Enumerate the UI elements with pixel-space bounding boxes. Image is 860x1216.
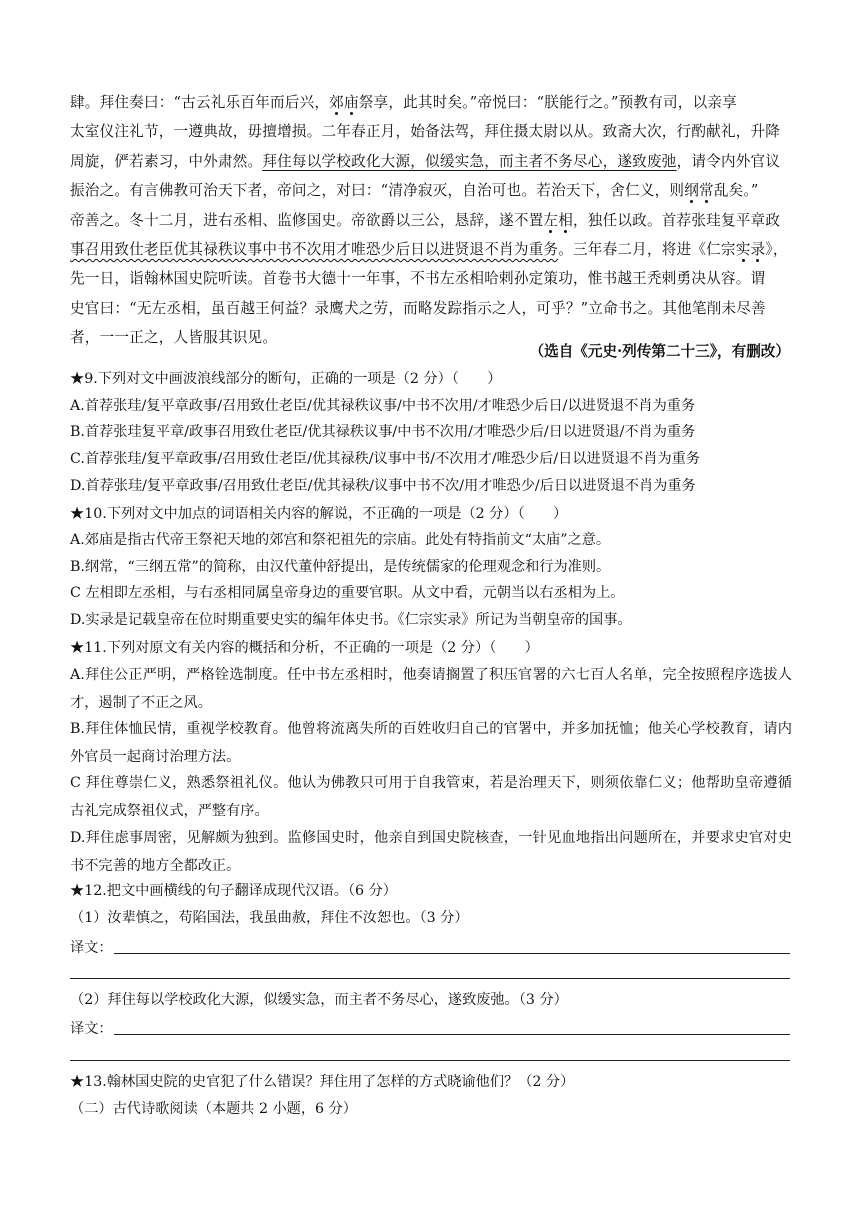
emphasis-char: 相 bbox=[558, 211, 573, 229]
text: ，独任以政。首荐张珪复平章政 bbox=[573, 211, 781, 229]
q10-option-b: B.纲常，“三纲五常”的简称，由汉代董仲舒提出，是传统儒家的伦理观念和行为准则。 bbox=[70, 559, 611, 575]
dotted-word-gangchang bbox=[684, 182, 714, 199]
text: 乱矣。” bbox=[713, 182, 759, 200]
text: ，请令内外官议 bbox=[676, 152, 781, 170]
wavy-underlined-sentence: 事召用致仕老臣优其禄秩议事中书不次用才唯恐少后日以进贤退不肖为重务 bbox=[70, 241, 559, 259]
text: 振治之。有言佛教可治天下者，帝问之，对曰：“清净寂灭，自治可也。若治天下，舍仁义，则 bbox=[70, 182, 685, 200]
text: 肆。拜住奏曰：“古云礼乐百年而后兴， bbox=[70, 94, 330, 111]
q12-sentence-2: （2）拜住每以学校政化大源，似缓实急，而主者不务尽心，遂致废弛。（3 分） bbox=[70, 992, 568, 1008]
q9-option-a: A.首荐张珪/复平章政事/召用致仕老臣/优其禄秩议事/中书不次用/才唯恐少后日/以进贤退不肖为重务 bbox=[70, 398, 696, 414]
text: 帝善之。冬十二月，进右丞相、监修国史。帝欲爵以三公，恳辞，遂不置 bbox=[70, 211, 544, 229]
emphasis-char: 实 bbox=[735, 241, 751, 259]
q11-option-d: D.拜住虑事周密，见解颇为独到。监修国史时，他亲自到国史院核查，一针见血地指出问题所在，并要求史官对史书不完善的地方全都改正。 bbox=[70, 830, 792, 874]
q11-option-b: B.拜住体恤民情，重视学校教育。他曾将流离失所的百姓收归自己的官署中，并多加抚恤；他关心学校教育，请内外官员一起商讨治理方法。 bbox=[70, 721, 792, 765]
q10-option-a: A.郊庙是指古代帝王祭祀天地的郊宫和祭祀祖先的宗庙。此处有特指前文“太庙”之意。 bbox=[70, 532, 611, 548]
answer-line[interactable] bbox=[70, 1060, 790, 1061]
q12-sentence-1: （1）汝辈慎之，苟陷国法，我虽曲赦，拜住不汝恕也。（3 分） bbox=[70, 910, 469, 926]
passage-line-1 bbox=[70, 88, 792, 117]
answer-line[interactable] bbox=[114, 1034, 790, 1035]
passage-line-6 bbox=[70, 235, 792, 264]
underlined-sentence: 拜住每以学校政化大源，似缓实急，而主者不务尽心，遂致废弛 bbox=[262, 152, 677, 170]
passage-line-4 bbox=[70, 176, 792, 205]
translation-label-2: 译文： bbox=[70, 1021, 113, 1037]
passage-line-3 bbox=[70, 147, 792, 176]
answer-line[interactable] bbox=[114, 953, 790, 954]
dotted-word-jiaomiao bbox=[329, 94, 359, 111]
passage-line-8: 史官曰：“无左丞相，虽百越王何益？录鹰犬之劳，而略发踪指示之人，可乎？”立命书之。其他笔削未尽善 bbox=[70, 299, 766, 317]
q10-option-d: D.实录是记载皇帝在位时期重要史实的编年体史书。《仁宗实录》所记为当朝皇帝的国事。 bbox=[70, 612, 632, 628]
text: 周旋，俨若素习，中外肃然。 bbox=[70, 152, 263, 170]
emphasis-char: 郊 bbox=[329, 94, 344, 111]
q9-option-d: D.首荐张珪/复平章政事/召用致仕老臣/优其禄秩/议事中书不次/用才唯恐少/后日以进贤退不肖为重务 bbox=[70, 478, 696, 494]
text: 。三年春二月，将进《仁宗 bbox=[558, 241, 736, 259]
passage bbox=[70, 88, 792, 353]
q13-stem: ★13.翰林国史院的史官犯了什么错误？拜住用了怎样的方式晓谕他们？（2 分） bbox=[70, 1074, 575, 1090]
q11-option-c: C 拜住尊崇仁义，熟悉祭祖礼仪。他认为佛教只可用于自我管束，若是治理天下，则须依靠仁义；他帮助皇帝遵循古礼完成祭祖仪式，严整有序。 bbox=[70, 775, 792, 819]
q10-option-c: C 左相即左丞相，与右丞相同属皇帝身边的重要官职。从文中看，元朝当以右丞相为上。 bbox=[70, 585, 625, 601]
q9-stem: ★9.下列对文中画波浪线部分的断句，正确的一项是（2 分）（ ） bbox=[70, 371, 502, 387]
q9-option-c: C.首荐张珪/复平章政事/召用致仕老臣/优其禄秩/议事中书/不次用才/唯恐少后/日以进贤退不肖为重务 bbox=[70, 451, 701, 467]
emphasis-char: 庙 bbox=[343, 94, 359, 111]
source-citation: （选自《元史·列传第二十三》，有删改） bbox=[529, 343, 790, 360]
passage-line-9: 者，一一正之，人皆服其识见。 bbox=[70, 329, 278, 347]
answer-line[interactable] bbox=[70, 978, 790, 979]
q11-stem: ★11.下列对原文有关内容的概括和分析，不正确的一项是（2 分）（ ） bbox=[70, 640, 539, 656]
q11-option-a: A.拜住公正严明，严格铨选制度。任中书左丞相时，他奏请搁置了积压官署的六七百人名单，完全按照程序选拔人才，遏制了不正之风。 bbox=[70, 667, 792, 711]
translation-label-1: 译文： bbox=[70, 940, 113, 956]
q12-stem: ★12.把文中画横线的句子翻译成现代汉语。（6 分） bbox=[70, 883, 397, 899]
emphasis-char: 纲 bbox=[684, 182, 700, 200]
dotted-word-shilu bbox=[736, 241, 766, 258]
emphasis-char: 左 bbox=[543, 211, 559, 229]
emphasis-char: 常 bbox=[699, 182, 714, 200]
text: 》， bbox=[765, 241, 788, 259]
text: 祭享，此其时矣。”帝悦曰：“朕能行之。”预教有司，以亲享 bbox=[358, 94, 737, 111]
dotted-word-zuoxiang bbox=[543, 212, 573, 229]
passage-line-5 bbox=[70, 206, 792, 235]
passage-line-7: 先一日，诣翰林国史院听读。首卷书大德十一年事，不书左丞相哈剌孙定策功，惟书越王秃剌勇决从容。谓 bbox=[70, 270, 766, 288]
q9-option-b: B.首荐张珪复平章/政事召用致仕老臣/优其禄秩议事/中书不次用/才唯恐少后/日以进贤退/不肖为重务 bbox=[70, 424, 696, 440]
emphasis-char: 录 bbox=[750, 241, 766, 259]
passage-line-2: 太室仪注礼节，一遵典故，毋擅增损。二年春正月，始备法驾，拜住摄太尉以从。致斋大次，行酌献礼，升降 bbox=[70, 123, 781, 141]
q10-stem: ★10.下列对文中加点的词语相关内容的解说，不正确的一项是（2 分）（ ） bbox=[70, 506, 568, 522]
section-2-heading: （二）古代诗歌阅读（本题共 2 小题，6 分） bbox=[70, 1101, 357, 1117]
